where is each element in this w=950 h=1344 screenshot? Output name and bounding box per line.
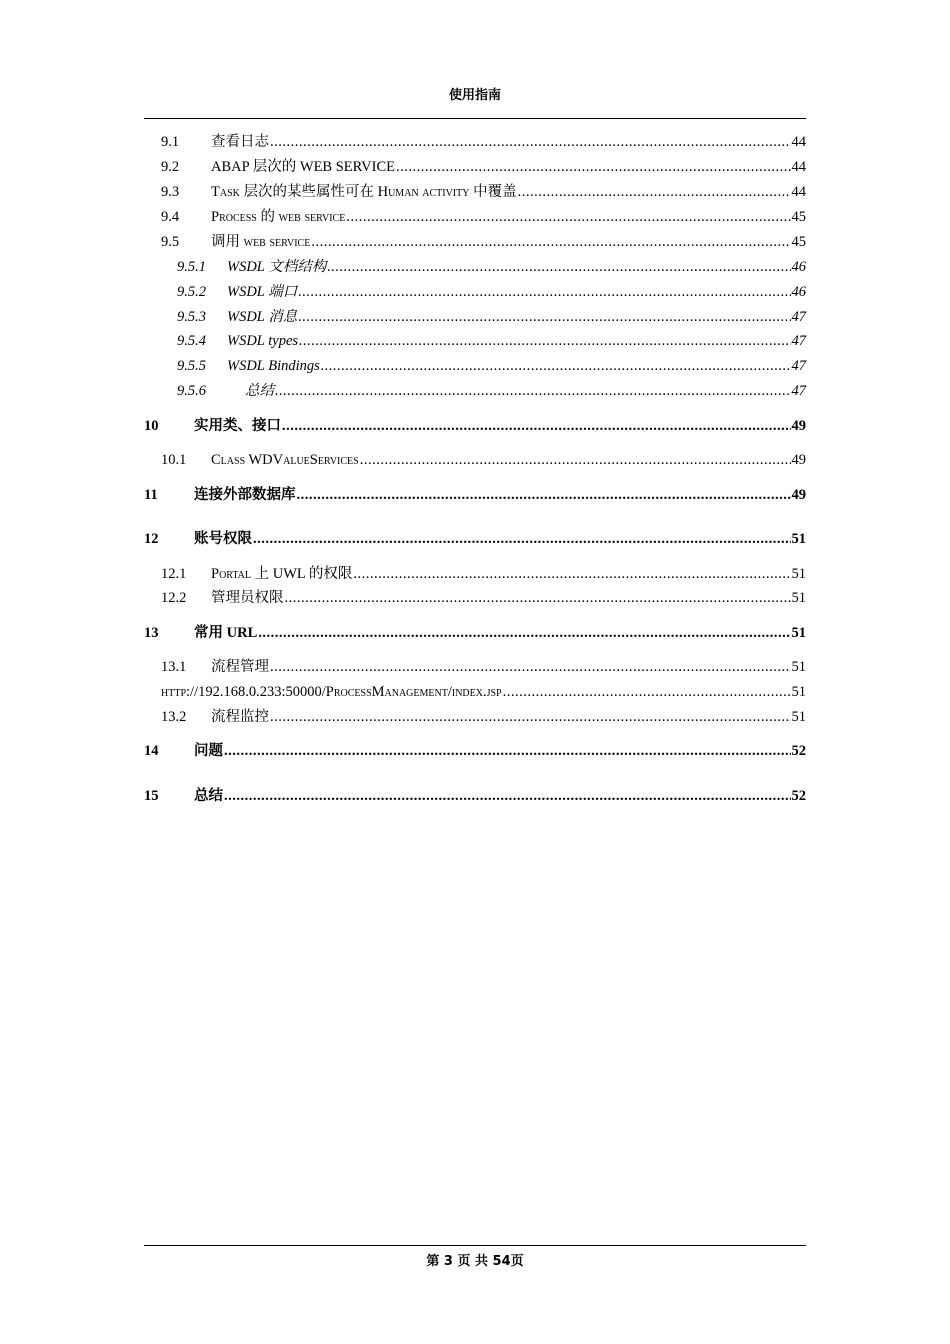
toc-entry[interactable] (0, 378, 806, 400)
toc-title: 管理员权限 (211, 590, 284, 606)
toc-number: 10 (144, 418, 159, 434)
toc-entry[interactable] (0, 482, 806, 504)
toc-entry[interactable] (0, 413, 806, 435)
toc-title: 总结 (245, 383, 274, 399)
toc-leader (298, 283, 790, 301)
toc-number: 9.5.6 (177, 383, 206, 399)
toc-title: WSDL 文档结构 (227, 259, 327, 275)
toc-leader (353, 565, 790, 583)
toc-page: 49 (791, 418, 806, 434)
toc-leader (275, 382, 791, 400)
toc-leader (360, 451, 791, 469)
toc-number: 9.5 (161, 234, 180, 250)
toc-page: 47 (791, 333, 806, 349)
toc-page: 45 (791, 209, 806, 225)
toc-entry[interactable] (0, 254, 806, 276)
toc-leader (298, 308, 790, 326)
toc-page: 47 (791, 309, 806, 325)
toc-entry[interactable] (0, 585, 806, 607)
toc-title: 查看日志 (211, 134, 269, 150)
toc-leader (282, 417, 791, 435)
toc-leader (346, 208, 790, 226)
toc-entry[interactable] (0, 526, 806, 548)
toc-leader (224, 742, 791, 760)
toc-leader (270, 658, 791, 676)
toc-leader (297, 486, 791, 504)
toc-number: 13.1 (161, 659, 187, 675)
toc-title: 问题 (194, 743, 223, 759)
toc-page: 44 (791, 184, 806, 200)
toc-entry[interactable] (0, 620, 806, 642)
toc-number: 9.5.2 (177, 284, 206, 300)
page-header-title: 使用指南 (448, 88, 501, 103)
toc-page: 47 (791, 383, 806, 399)
toc-leader (253, 530, 791, 548)
toc-entry[interactable] (0, 447, 806, 469)
toc-number: 9.5.5 (177, 358, 206, 374)
toc-entry[interactable] (0, 229, 806, 251)
toc-number: 9.3 (161, 184, 180, 200)
toc-title: WSDL 消息 (227, 309, 298, 325)
toc-page: 46 (791, 284, 806, 300)
toc-title: Class WDValueServices (211, 452, 359, 468)
toc-entry-url[interactable] (0, 679, 806, 701)
toc-entry[interactable] (0, 783, 806, 805)
toc-title: Portal 上 UWL 的权限 (211, 566, 353, 582)
toc-number: 12.1 (161, 566, 187, 582)
toc-entry[interactable] (0, 738, 806, 760)
footer-rule (144, 1245, 806, 1246)
toc-title: 连接外部数据库 (194, 487, 296, 503)
toc-entry[interactable] (0, 654, 806, 676)
toc-leader (270, 708, 791, 726)
toc-number: 12.2 (161, 590, 187, 606)
toc-title: 实用类、接口 (194, 418, 281, 434)
toc-leader (311, 233, 790, 251)
toc-leader (327, 258, 790, 276)
toc-page: 47 (791, 358, 806, 374)
toc-entry[interactable] (0, 328, 806, 350)
toc-number: 15 (144, 788, 159, 804)
toc-title: Task 层次的某些属性可在 Human activity 中覆盖 (211, 184, 517, 200)
toc-title: WSDL 端口 (227, 284, 298, 300)
toc-number: 10.1 (161, 452, 187, 468)
toc-entry[interactable] (0, 704, 806, 726)
toc-leader (285, 589, 791, 607)
page-footer: 第 3 页 共 54页 (426, 1254, 524, 1269)
toc-page: 46 (791, 259, 806, 275)
toc-number: 9.1 (161, 134, 180, 150)
toc-entry[interactable] (0, 204, 806, 226)
toc-number: 9.5.3 (177, 309, 206, 325)
toc-page: 51 (791, 590, 806, 606)
toc-number: 13.2 (161, 709, 187, 725)
toc-number: 14 (144, 743, 159, 759)
toc-page: 52 (791, 788, 806, 804)
toc-number: 12 (144, 531, 159, 547)
toc-number: 9.2 (161, 159, 180, 175)
toc-entry[interactable] (0, 129, 806, 151)
toc-title: 流程监控 (211, 709, 269, 725)
toc-entry[interactable] (0, 154, 806, 176)
toc-leader (258, 624, 790, 642)
toc-leader (503, 683, 791, 701)
toc-page: 44 (791, 134, 806, 150)
toc-page: 49 (791, 487, 806, 503)
toc-number: 11 (144, 487, 158, 503)
toc-leader (396, 158, 791, 176)
toc-number: 9.4 (161, 209, 180, 225)
toc-title: 流程管理 (211, 659, 269, 675)
toc-leader (518, 183, 791, 201)
toc-title: Process 的 web service (211, 209, 346, 225)
toc-entry[interactable] (0, 304, 806, 326)
toc-title: ABAP 层次的 WEB SERVICE (211, 159, 395, 175)
toc-title: 总结 (194, 788, 223, 804)
toc-page: 45 (791, 234, 806, 250)
toc-page: 51 (791, 684, 806, 700)
toc-entry[interactable] (0, 179, 806, 201)
toc-leader (270, 133, 791, 151)
toc-title: http://192.168.0.233:50000/ProcessManagement/index.jsp (161, 684, 502, 700)
toc-number: 13 (144, 625, 159, 641)
toc-page: 51 (791, 625, 806, 641)
toc-title: 常用 URL (194, 625, 258, 641)
toc-leader (224, 787, 791, 805)
toc-leader (321, 357, 791, 375)
toc-entry[interactable] (0, 353, 806, 375)
toc-page: 44 (791, 159, 806, 175)
toc-page: 51 (791, 566, 806, 582)
toc-title: 调用 web service (211, 234, 311, 250)
toc-page: 51 (791, 531, 806, 547)
toc-leader (299, 332, 790, 350)
toc-number: 9.5.4 (177, 333, 206, 349)
toc-number: 9.5.1 (177, 259, 206, 275)
toc-title: 账号权限 (194, 531, 252, 547)
toc-title: WSDL Bindings (227, 358, 320, 374)
toc-entry[interactable] (0, 279, 806, 301)
toc-page: 52 (791, 743, 806, 759)
toc-page: 51 (791, 709, 806, 725)
toc-entry[interactable] (0, 561, 806, 583)
toc-page: 49 (791, 452, 806, 468)
toc-title: WSDL types (227, 333, 299, 349)
toc-page: 51 (791, 659, 806, 675)
